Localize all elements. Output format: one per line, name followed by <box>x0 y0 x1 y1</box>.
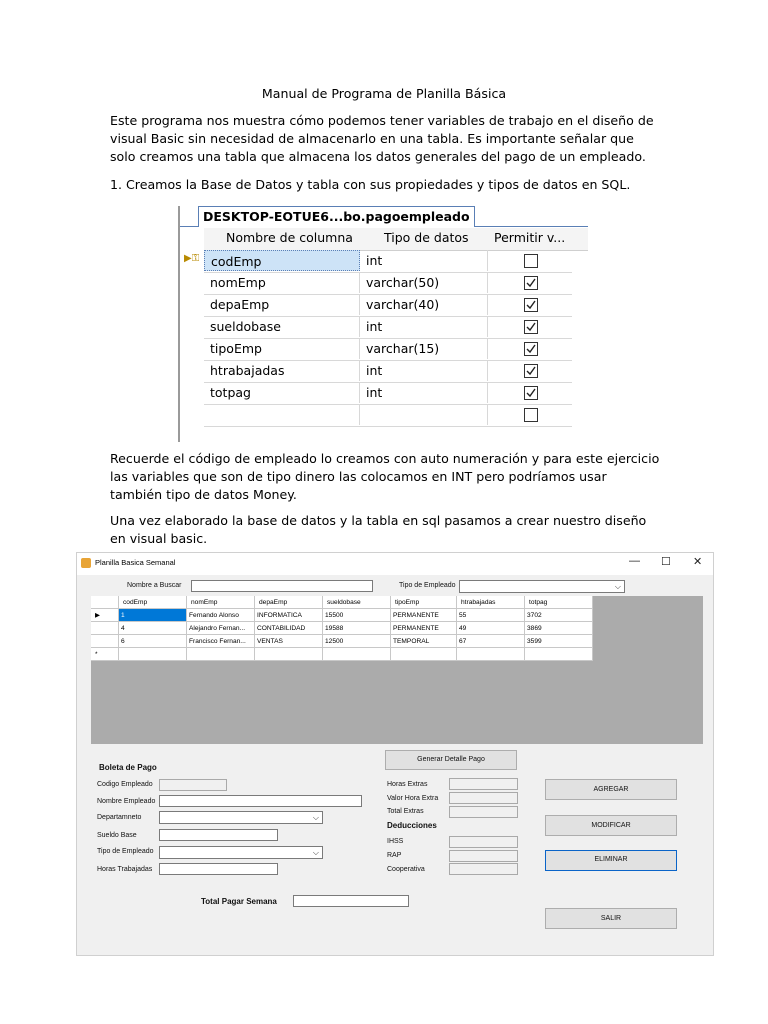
nombre-label: Nombre Empleado <box>97 798 156 805</box>
grid-column-header[interactable]: tipoEmp <box>391 596 457 609</box>
allow-nulls-checkbox[interactable] <box>524 320 538 334</box>
grid-cell[interactable]: 1 <box>119 609 187 622</box>
grid-cell[interactable]: PERMANENTE <box>391 609 457 622</box>
data-type-cell[interactable]: varchar(15) <box>360 338 488 359</box>
total-extras-label: Total Extras <box>387 808 424 815</box>
grid-column-header[interactable]: htrabajadas <box>457 596 525 609</box>
chevron-down-icon: ⌵ <box>312 813 319 822</box>
grid-cell[interactable] <box>187 648 255 661</box>
grid-cell[interactable]: Alejandro Fernan... <box>187 622 255 635</box>
data-type-cell[interactable]: int <box>360 316 488 337</box>
designer-row[interactable] <box>204 294 572 317</box>
next-step-paragraph: Una vez elaborado la base de datos y la tabla en sql pasamos a crear nuestro diseño en visual basic. <box>110 513 647 546</box>
column-name-cell[interactable]: depaEmp <box>204 294 360 315</box>
grid-column-header[interactable]: codEmp <box>119 596 187 609</box>
allow-nulls-checkbox[interactable] <box>524 298 538 312</box>
cooperativa-label: Cooperativa <box>387 866 425 873</box>
column-name-cell[interactable]: htrabajadas <box>204 360 360 381</box>
grid-cell[interactable]: 12500 <box>323 635 391 648</box>
filter-type-label: Tipo de Empleado <box>399 582 456 589</box>
sueldo-label: Sueldo Base <box>97 832 137 839</box>
grid-cell[interactable]: 6 <box>119 635 187 648</box>
column-name-cell[interactable]: sueldobase <box>204 316 360 337</box>
nombre-field[interactable] <box>159 795 362 807</box>
allow-nulls-checkbox[interactable] <box>524 408 538 422</box>
column-name-cell[interactable] <box>204 404 360 425</box>
ihss-field <box>449 836 518 848</box>
valor-hora-field <box>449 792 518 804</box>
grid-row-header[interactable] <box>91 622 119 635</box>
rap-label: RAP <box>387 852 402 859</box>
grid-cell[interactable]: VENTAS <box>255 635 323 648</box>
horas-label: Horas Trabajadas <box>97 866 153 873</box>
horas-extras-label: Horas Extras <box>387 781 428 788</box>
check-icon <box>525 343 537 355</box>
grid-cell[interactable]: 49 <box>457 622 525 635</box>
grid-cell[interactable]: 19588 <box>323 622 391 635</box>
grid-cell[interactable] <box>323 648 391 661</box>
close-icon[interactable]: ✕ <box>693 556 703 568</box>
tipo-label: Tipo de Empleado <box>97 848 154 855</box>
search-input[interactable] <box>191 580 373 592</box>
designer-row[interactable] <box>204 404 572 427</box>
data-type-cell[interactable]: int <box>360 250 488 271</box>
grid-cell[interactable] <box>457 648 525 661</box>
grid-cell[interactable]: 15500 <box>323 609 391 622</box>
grid-cell[interactable]: 3599 <box>525 635 593 648</box>
column-name-cell[interactable]: tipoEmp <box>204 338 360 359</box>
grid-cell[interactable]: Fernando Alonso <box>187 609 255 622</box>
designer-row[interactable] <box>204 338 572 361</box>
header-column-name: Nombre de columna <box>226 230 353 245</box>
grid-cell[interactable]: 3869 <box>525 622 593 635</box>
column-name-cell[interactable]: totpag <box>204 382 360 403</box>
header-allow-nulls: Permitir v... <box>494 230 566 245</box>
grid-cell[interactable]: 67 <box>457 635 525 648</box>
column-name-cell[interactable]: codEmp <box>204 250 360 271</box>
departamento-select[interactable] <box>159 811 323 824</box>
designer-tab-bar <box>180 206 588 227</box>
grid-cell[interactable] <box>525 648 593 661</box>
search-label: Nombre a Buscar <box>127 582 182 589</box>
grid-cell[interactable] <box>391 648 457 661</box>
ihss-label: IHSS <box>387 838 404 845</box>
grid-cell[interactable]: 3702 <box>525 609 593 622</box>
allow-nulls-checkbox[interactable] <box>524 364 538 378</box>
filter-type-select[interactable] <box>459 580 625 593</box>
salir-button[interactable]: SALIR <box>545 908 677 929</box>
boleta-title: Boleta de Pago <box>99 763 157 772</box>
check-icon <box>525 321 537 333</box>
agregar-button[interactable]: AGREGAR <box>545 779 677 800</box>
minimize-icon[interactable]: — <box>629 555 640 567</box>
grid-column-header[interactable]: depaEmp <box>255 596 323 609</box>
horas-field[interactable] <box>159 863 278 875</box>
column-name-cell[interactable]: nomEmp <box>204 272 360 293</box>
header-data-type: Tipo de datos <box>384 230 469 245</box>
grid-corner <box>91 596 119 609</box>
grid-cell[interactable]: PERMANENTE <box>391 622 457 635</box>
sueldo-field[interactable] <box>159 829 278 841</box>
allow-nulls-checkbox[interactable] <box>524 342 538 356</box>
deducciones-title: Deducciones <box>387 821 437 830</box>
grid-column-header[interactable]: nomEmp <box>187 596 255 609</box>
check-icon <box>525 365 537 377</box>
grid-cell[interactable]: Francisco Fernan... <box>187 635 255 648</box>
designer-row[interactable] <box>204 272 572 295</box>
departamento-label: Departamneto <box>97 814 142 821</box>
grid-cell[interactable]: INFORMATICA <box>255 609 323 622</box>
window-titlebar <box>77 553 713 575</box>
valor-hora-label: Valor Hora Extra <box>387 795 439 802</box>
data-type-cell[interactable]: int <box>360 360 488 381</box>
designer-row[interactable] <box>204 316 572 339</box>
rap-field <box>449 850 518 862</box>
cooperativa-field <box>449 863 518 875</box>
grid-cell[interactable]: CONTABILIDAD <box>255 622 323 635</box>
step-one-paragraph: 1. Creamos la Base de Datos y tabla con sus propiedades y tipos de datos en SQL. <box>110 177 631 192</box>
primary-key-icon: ▶⚿ <box>184 253 200 264</box>
designer-tab[interactable]: DESKTOP-EOTUE6...bo.pagoempleado <box>198 206 475 227</box>
chevron-down-icon: ⌵ <box>312 848 319 857</box>
total-pagar-field[interactable] <box>293 895 409 907</box>
grid-row-header[interactable]: * <box>91 648 119 661</box>
data-type-cell[interactable] <box>360 404 488 425</box>
horas-extras-field <box>449 778 518 790</box>
codigo-label: Codigo Empleado <box>97 781 153 788</box>
document-title: Manual de Programa de Planilla Básica <box>261 86 507 101</box>
eliminar-button[interactable]: ELIMINAR <box>545 850 677 871</box>
note-paragraph: Recuerde el código de empleado lo creamos con auto numeración y para este ejercicio las variables que son de tipo dinero las colocamos en INT pero podríamos usar también tipo de datos Money. <box>110 451 660 502</box>
maximize-icon[interactable]: ☐ <box>661 556 671 568</box>
designer-row[interactable] <box>204 382 572 405</box>
codigo-field <box>159 779 227 791</box>
generate-detail-button[interactable]: Generar Detalle Pago <box>385 750 517 770</box>
total-extras-field <box>449 806 518 818</box>
intro-paragraph: Este programa nos muestra cómo podemos tener variables de trabajo en el diseño de visual Basic sin necesidad de almacenarlo en una tabla. Es importante señalar que solo creamos una tabla que almacena los datos generales del pago de un empleado. <box>110 113 654 164</box>
grid-column-header[interactable]: totpag <box>525 596 593 609</box>
grid-row-header[interactable]: ▶ <box>91 609 119 622</box>
grid-cell[interactable] <box>255 648 323 661</box>
grid-cell[interactable]: TEMPORAL <box>391 635 457 648</box>
grid-column-header[interactable]: sueldobase <box>323 596 391 609</box>
employee-grid[interactable] <box>91 596 703 744</box>
tipo-select[interactable] <box>159 846 323 859</box>
modificar-button[interactable]: MODIFICAR <box>545 815 677 836</box>
app-icon <box>81 558 91 568</box>
chevron-down-icon: ⌵ <box>614 582 621 591</box>
allow-nulls-checkbox[interactable] <box>524 254 538 268</box>
grid-cell[interactable]: 55 <box>457 609 525 622</box>
grid-cell[interactable] <box>119 648 187 661</box>
total-pagar-label: Total Pagar Semana <box>201 897 277 906</box>
grid-cell[interactable]: 4 <box>119 622 187 635</box>
window-title: Planilla Basica Semanal <box>95 558 176 567</box>
allow-nulls-checkbox[interactable] <box>524 276 538 290</box>
check-icon <box>525 299 537 311</box>
allow-nulls-checkbox[interactable] <box>524 386 538 400</box>
check-icon <box>525 387 537 399</box>
data-type-cell[interactable]: int <box>360 382 488 403</box>
grid-row-header[interactable] <box>91 635 119 648</box>
designer-row[interactable] <box>204 360 572 383</box>
data-type-cell[interactable]: varchar(50) <box>360 272 488 293</box>
check-icon <box>525 277 537 289</box>
designer-row[interactable] <box>204 250 572 273</box>
sql-table-designer <box>178 206 590 442</box>
data-type-cell[interactable]: varchar(40) <box>360 294 488 315</box>
designer-border <box>178 206 180 442</box>
vb-form-window <box>76 552 714 956</box>
